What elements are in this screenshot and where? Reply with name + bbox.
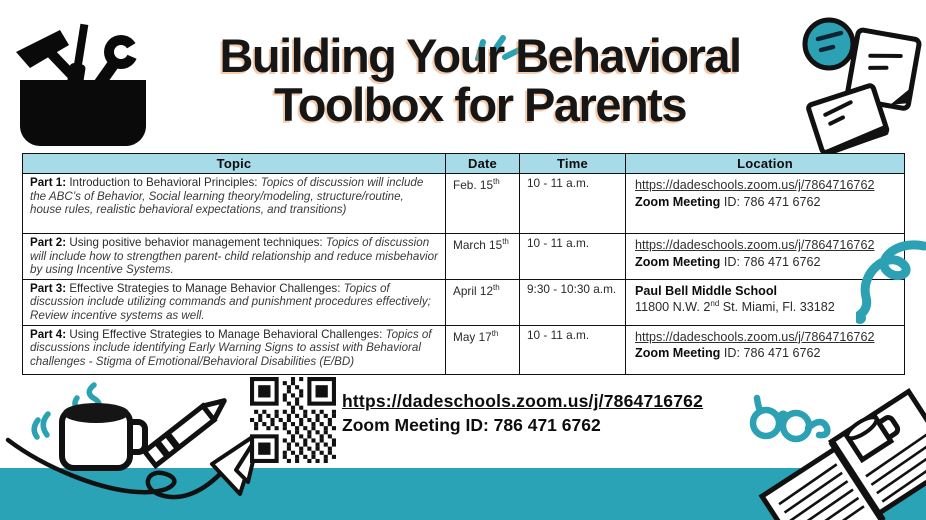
meeting-id: Zoom Meeting ID: 786 471 6762 — [635, 254, 821, 269]
table-row — [23, 325, 905, 374]
topic-cell: Part 3: Effective Strategies to Manage Behavior Challenges: Topics of discussion include utilizing commands and punishment procedures effectively; Review incentive systems as well. — [23, 279, 446, 325]
meeting-id: Zoom Meeting ID: 786 471 6762 — [635, 194, 821, 209]
time-cell: 10 - 11 a.m. — [520, 234, 626, 280]
meeting-id: Zoom Meeting ID: 786 471 6762 — [635, 346, 821, 361]
date-cell: May 17th — [446, 325, 520, 374]
date-cell: March 15th — [446, 234, 520, 280]
page-title-line2: Toolbox for Parents — [274, 77, 686, 131]
time-cell: 10 - 11 a.m. — [520, 174, 626, 234]
footer-meeting-id: Zoom Meeting ID: 786 471 6762 — [342, 415, 601, 435]
time-cell: 9:30 - 10:30 a.m. — [520, 279, 626, 325]
column-header-topic: Topic — [23, 154, 446, 174]
date-cell: Feb. 15th — [446, 174, 520, 234]
topic-cell: Part 2: Using positive behavior management techniques: Topics of discussion will include how to strengthen parent- child relationship and reduce misbehavior by using Incentive Systems. — [23, 234, 446, 280]
page-title — [138, 29, 822, 131]
zoom-link[interactable]: https://dadeschools.zoom.us/j/7864716762 — [635, 178, 875, 192]
schedule-table-body — [23, 174, 905, 375]
qr-code — [250, 377, 336, 463]
page-title-line1: Building Your Behavioral — [219, 29, 741, 82]
table-row — [23, 234, 905, 280]
table-header-row — [23, 154, 905, 174]
location-cell — [626, 174, 905, 234]
topic-cell: Part 1: Introduction to Behavioral Principles: Topics of discussion will include the ABC’s of Behavior, Social learning theory/modeling, structure/routine, house rules, realistic behavioral expectations, and transitions) — [23, 174, 446, 234]
location-address: 11800 N.W. 2nd St. Miami, Fl. 33182 — [635, 299, 835, 315]
column-header-location: Location — [626, 154, 905, 174]
column-header-time: Time — [520, 154, 626, 174]
date-cell: April 12th — [446, 279, 520, 325]
zoom-link[interactable]: https://dadeschools.zoom.us/j/7864716762 — [635, 238, 875, 252]
footer-zoom-info — [342, 391, 703, 436]
table-row — [23, 279, 905, 325]
notebook-icon — [752, 382, 926, 520]
topic-cell: Part 4: Using Effective Strategies to Manage Behavioral Challenges: Topics of discussions include identifying Early Warning Signs to assist with Behavioral challenges - Stigma of Emotional/Behavioral Disabilities (E/BD) — [23, 325, 446, 374]
column-header-date: Date — [446, 154, 520, 174]
schedule-table — [22, 153, 904, 375]
time-cell: 10 - 11 a.m. — [520, 325, 626, 374]
toolbox-icon — [8, 22, 158, 154]
location-name: Paul Bell Middle School — [635, 283, 778, 298]
footer-zoom-link[interactable]: https://dadeschools.zoom.us/j/7864716762 — [342, 391, 704, 411]
arrow-plane-icon — [0, 424, 280, 520]
table-row — [23, 174, 905, 234]
squiggle-icon — [856, 240, 926, 344]
zoom-link[interactable]: https://dadeschools.zoom.us/j/7864716762 — [635, 329, 875, 344]
